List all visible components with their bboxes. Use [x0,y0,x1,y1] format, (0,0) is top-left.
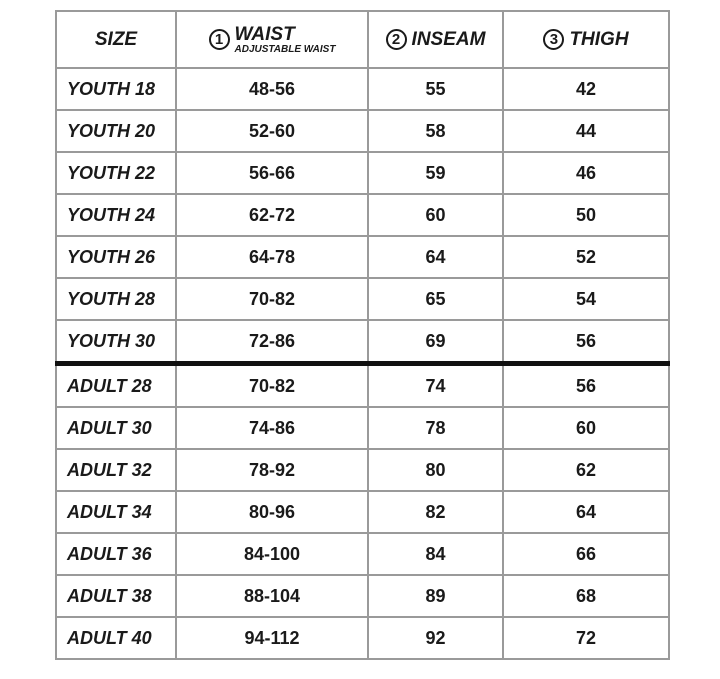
size-cell: ADULT 38 [56,575,176,617]
table-row [56,194,669,236]
thigh-cell: 52 [503,236,669,278]
size-cell: YOUTH 18 [56,68,176,110]
waist-cell: 80-96 [176,491,368,533]
size-chart-table [55,10,670,660]
size-cell: ADULT 32 [56,449,176,491]
size-cell: YOUTH 20 [56,110,176,152]
inseam-cell: 59 [368,152,503,194]
table-row [56,533,669,575]
table-row [56,449,669,491]
header-inseam [368,11,503,68]
inseam-cell: 69 [368,320,503,364]
thigh-cell: 54 [503,278,669,320]
waist-cell: 48-56 [176,68,368,110]
table-row [56,68,669,110]
table-row [56,320,669,364]
thigh-cell: 68 [503,575,669,617]
table-body [56,68,669,659]
header-waist-sublabel: ADJUSTABLE WAIST [234,43,336,55]
number-2-circle-icon: 2 [386,29,407,50]
thigh-cell: 64 [503,491,669,533]
size-cell: ADULT 30 [56,407,176,449]
waist-cell: 84-100 [176,533,368,575]
inseam-cell: 64 [368,236,503,278]
header-waist-stack [235,25,336,55]
header-thigh-wrap [543,29,628,51]
waist-cell: 72-86 [176,320,368,364]
inseam-cell: 58 [368,110,503,152]
header-row [56,11,669,68]
inseam-cell: 80 [368,449,503,491]
thigh-cell: 56 [503,320,669,364]
header-size: SIZE [56,11,176,68]
size-cell: ADULT 34 [56,491,176,533]
waist-cell: 88-104 [176,575,368,617]
table-row [56,152,669,194]
number-3-circle-icon: 3 [543,29,564,50]
header-inseam-wrap [386,29,486,51]
thigh-cell: 62 [503,449,669,491]
thigh-cell: 50 [503,194,669,236]
thigh-cell: 66 [503,533,669,575]
table-row [56,617,669,659]
number-1-circle-icon: 1 [209,29,230,50]
table-row [56,364,669,408]
waist-cell: 74-86 [176,407,368,449]
size-cell: ADULT 28 [56,364,176,408]
header-inseam-label: INSEAM [411,28,486,50]
table-row [56,491,669,533]
inseam-cell: 65 [368,278,503,320]
size-cell: ADULT 40 [56,617,176,659]
header-waist [176,11,368,68]
inseam-cell: 84 [368,533,503,575]
thigh-cell: 42 [503,68,669,110]
size-cell: YOUTH 30 [56,320,176,364]
thigh-cell: 44 [503,110,669,152]
inseam-cell: 55 [368,68,503,110]
header-waist-label: WAIST [234,23,295,45]
waist-cell: 70-82 [176,364,368,408]
waist-cell: 64-78 [176,236,368,278]
inseam-cell: 60 [368,194,503,236]
size-cell: ADULT 36 [56,533,176,575]
table-header [56,11,669,68]
size-cell: YOUTH 28 [56,278,176,320]
table-row [56,575,669,617]
waist-cell: 62-72 [176,194,368,236]
waist-cell: 70-82 [176,278,368,320]
size-cell: YOUTH 22 [56,152,176,194]
header-thigh-label: THIGH [569,28,629,50]
inseam-cell: 92 [368,617,503,659]
thigh-cell: 60 [503,407,669,449]
thigh-cell: 72 [503,617,669,659]
inseam-cell: 74 [368,364,503,408]
table-row [56,278,669,320]
waist-cell: 94-112 [176,617,368,659]
thigh-cell: 46 [503,152,669,194]
table-row [56,236,669,278]
inseam-cell: 82 [368,491,503,533]
inseam-cell: 78 [368,407,503,449]
header-thigh [503,11,669,68]
size-cell: YOUTH 26 [56,236,176,278]
thigh-cell: 56 [503,364,669,408]
waist-cell: 52-60 [176,110,368,152]
header-waist-wrap [209,25,336,55]
table-row [56,407,669,449]
size-cell: YOUTH 24 [56,194,176,236]
table-row [56,110,669,152]
waist-cell: 78-92 [176,449,368,491]
waist-cell: 56-66 [176,152,368,194]
inseam-cell: 89 [368,575,503,617]
